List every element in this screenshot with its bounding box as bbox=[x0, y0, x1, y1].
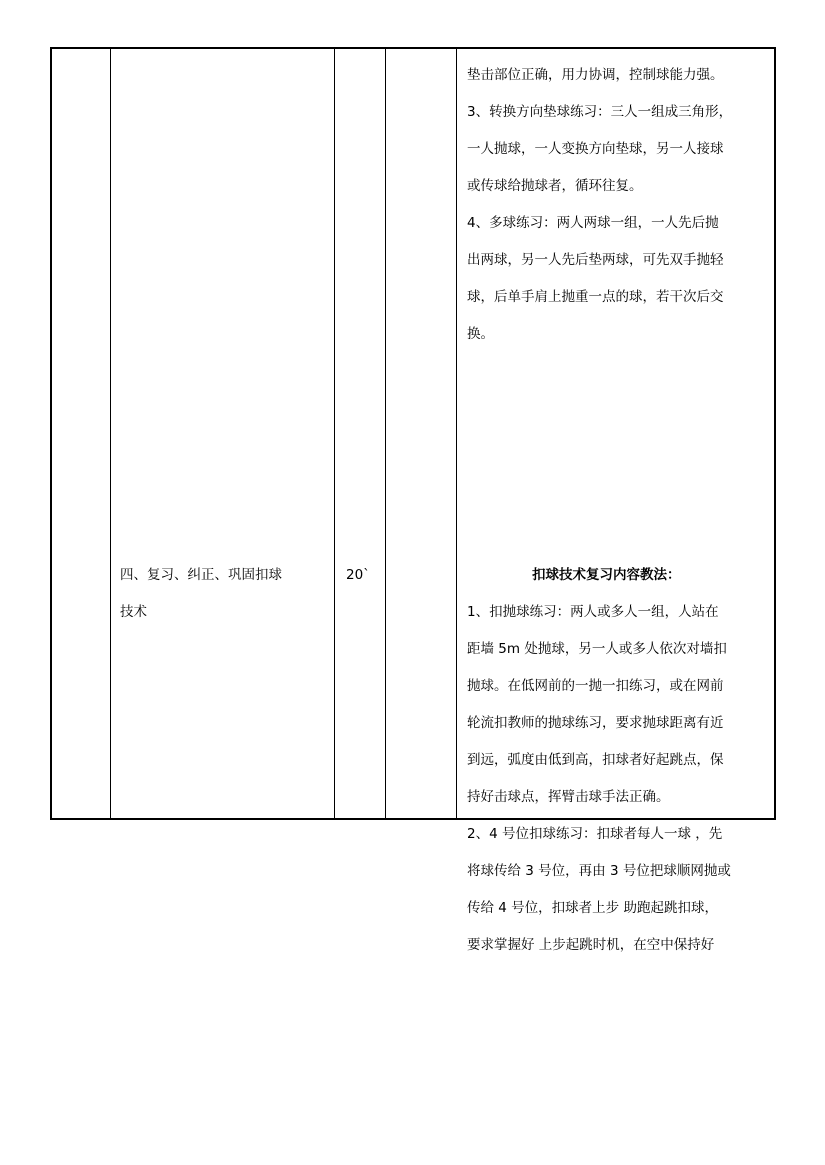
method-line: 4、多球练习：两人两球一组，一人先后抛 bbox=[467, 215, 719, 231]
method-line: 要求掌握好 上步起跳时机，在空中保持好 bbox=[467, 937, 715, 953]
column-divider bbox=[110, 49, 111, 818]
column-divider bbox=[385, 49, 386, 818]
method-line: 轮流扣教师的抛球练习，要求抛球距离有近 bbox=[467, 715, 724, 731]
method-text-top bbox=[467, 57, 732, 353]
method-line: 到远，弧度由低到高，扣球者好起跳点，保 bbox=[467, 752, 724, 768]
method-line: 抛球。在低网前的一抛一扣练习，或在网前 bbox=[467, 678, 724, 694]
method-line: 或传球给抛球者，循环往复。 bbox=[467, 178, 643, 194]
duration bbox=[346, 557, 370, 594]
method-line: 传给 4 号位，扣球者上步 助跑起跳扣球， bbox=[467, 900, 718, 916]
method-heading-text: 扣球技术复习内容教法： bbox=[532, 567, 681, 583]
method-line: 球，后单手肩上抛重一点的球，若干次后交 bbox=[467, 289, 724, 305]
section-title-line: 四、复习、纠正、巩固扣球 bbox=[120, 567, 282, 583]
method-line: 一人抛球，一人变换方向垫球，另一人接球 bbox=[467, 141, 724, 157]
lesson-plan-table bbox=[50, 47, 776, 953]
method-line: 换。 bbox=[467, 326, 494, 342]
method-line: 出两球，另一人先后垫两球，可先双手抛轻 bbox=[467, 252, 724, 268]
method-line: 持好击球点，挥臂击球手法正确。 bbox=[467, 789, 670, 805]
section-title bbox=[120, 557, 282, 631]
column-divider bbox=[334, 49, 335, 818]
duration-value: 20` bbox=[346, 567, 370, 583]
method-line: 3、转换方向垫球练习：三人一组成三角形， bbox=[467, 104, 733, 120]
method-line: 将球传给 3 号位，再由 3 号位把球顺网抛或 bbox=[467, 863, 731, 879]
section-title-line: 技术 bbox=[120, 604, 147, 620]
method-line: 距墙 5m 处抛球，另一人或多人依次对墙扣 bbox=[467, 641, 727, 657]
method-heading bbox=[532, 557, 681, 594]
column-divider bbox=[456, 49, 457, 818]
method-line: 垫击部位正确，用力协调，控制球能力强。 bbox=[467, 67, 724, 83]
method-text-bottom bbox=[467, 594, 731, 964]
method-line: 1、扣抛球练习：两人或多人一组，人站在 bbox=[467, 604, 719, 620]
method-line: 2、4 号位扣球练习：扣球者每人一球 ，先 bbox=[467, 826, 723, 842]
